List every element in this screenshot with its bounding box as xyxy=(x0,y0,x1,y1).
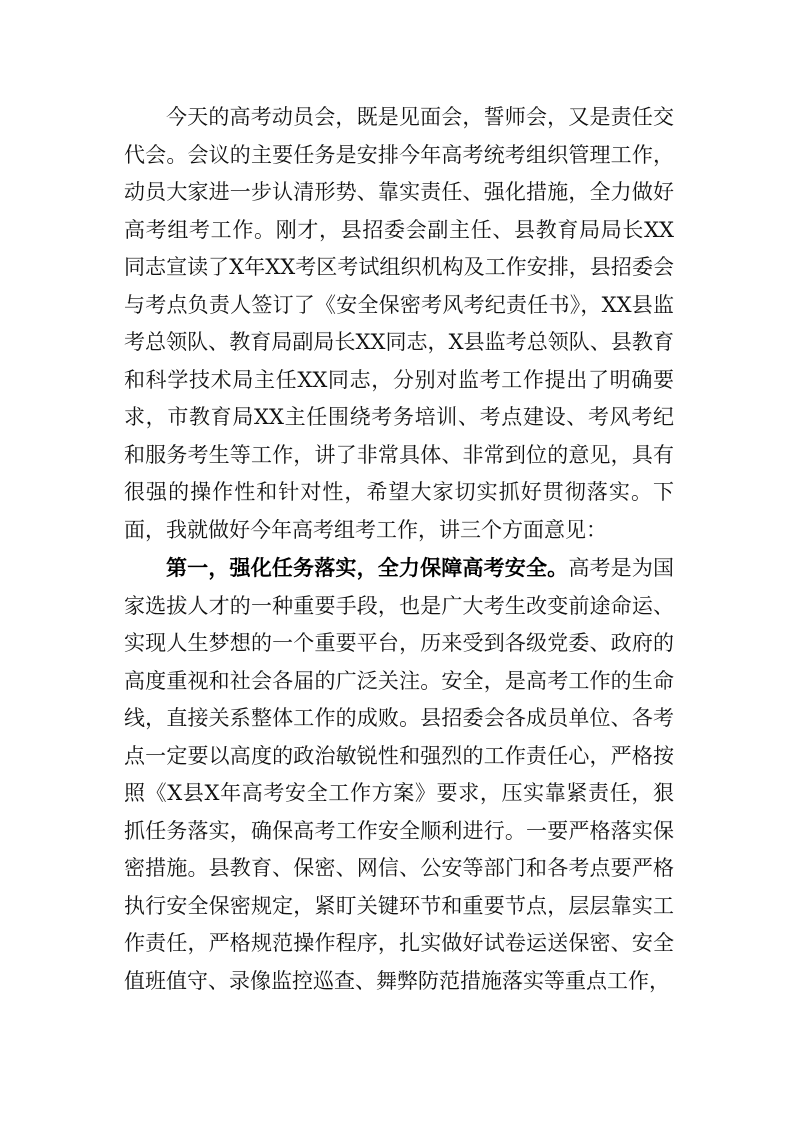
paragraph-intro-text: 今天的高考动员会，既是见面会，誓师会，又是责任交代会。会议的主要任务是安排今年高考统考组织管理工作，动员大家进一步认清形势、靠实责任、强化措施，全力做好高考组考工作。刚才，县招委会副主任、县教育局局长XX同志宣读了X年XX考区考试组织机构及工作安排，县招委会与考点负责人签订了《安全保密考风考纪责任书》，XX县监考总领队、教育局副局长XX同志，X县监考总领队、县教育和科学技术局主任XX同志，分别对监考工作提出了明确要求，市教育局XX主任围绕考务培训、考点建设、考风考纪和服务考生等工作，讲了非常具体、非常到位的意见，具有很强的操作性和针对性，希望大家切实抓好贯彻落实。下面，我就做好今年高考组考工作，讲三个方面意见： xyxy=(124,105,674,542)
paragraph-section-one xyxy=(124,549,674,1000)
section-one-text: 高考是为国家选拔人才的一种重要手段，也是广大考生改变前途命运、实现人生梦想的一个重要平台，历来受到各级党委、政府的高度重视和社会各届的广泛关注。安全，是高考工作的生命线，直接关系整体工作的成败。县招委会各成员单位、各考点一定要以高度的政治敏锐性和强烈的工作责任心，严格按照《X县X年高考安全工作方案》要求，压实靠紧责任，狠抓任务落实，确保高考工作安全顺利进行。一要严格落实保密措施。县教育、保密、网信、公安等部门和各考点要严格执行安全保密规定，紧盯关键环节和重要节点，层层靠实工作责任，严格规范操作程序，扎实做好试卷运送保密、安全值班值守、录像监控巡查、舞弊防范措施落实等重点工作， xyxy=(124,556,675,993)
section-one-heading: 第一，强化任务落实，全力保障高考安全。 xyxy=(166,555,569,580)
document-body xyxy=(124,99,674,1000)
paragraph-intro xyxy=(124,99,674,549)
